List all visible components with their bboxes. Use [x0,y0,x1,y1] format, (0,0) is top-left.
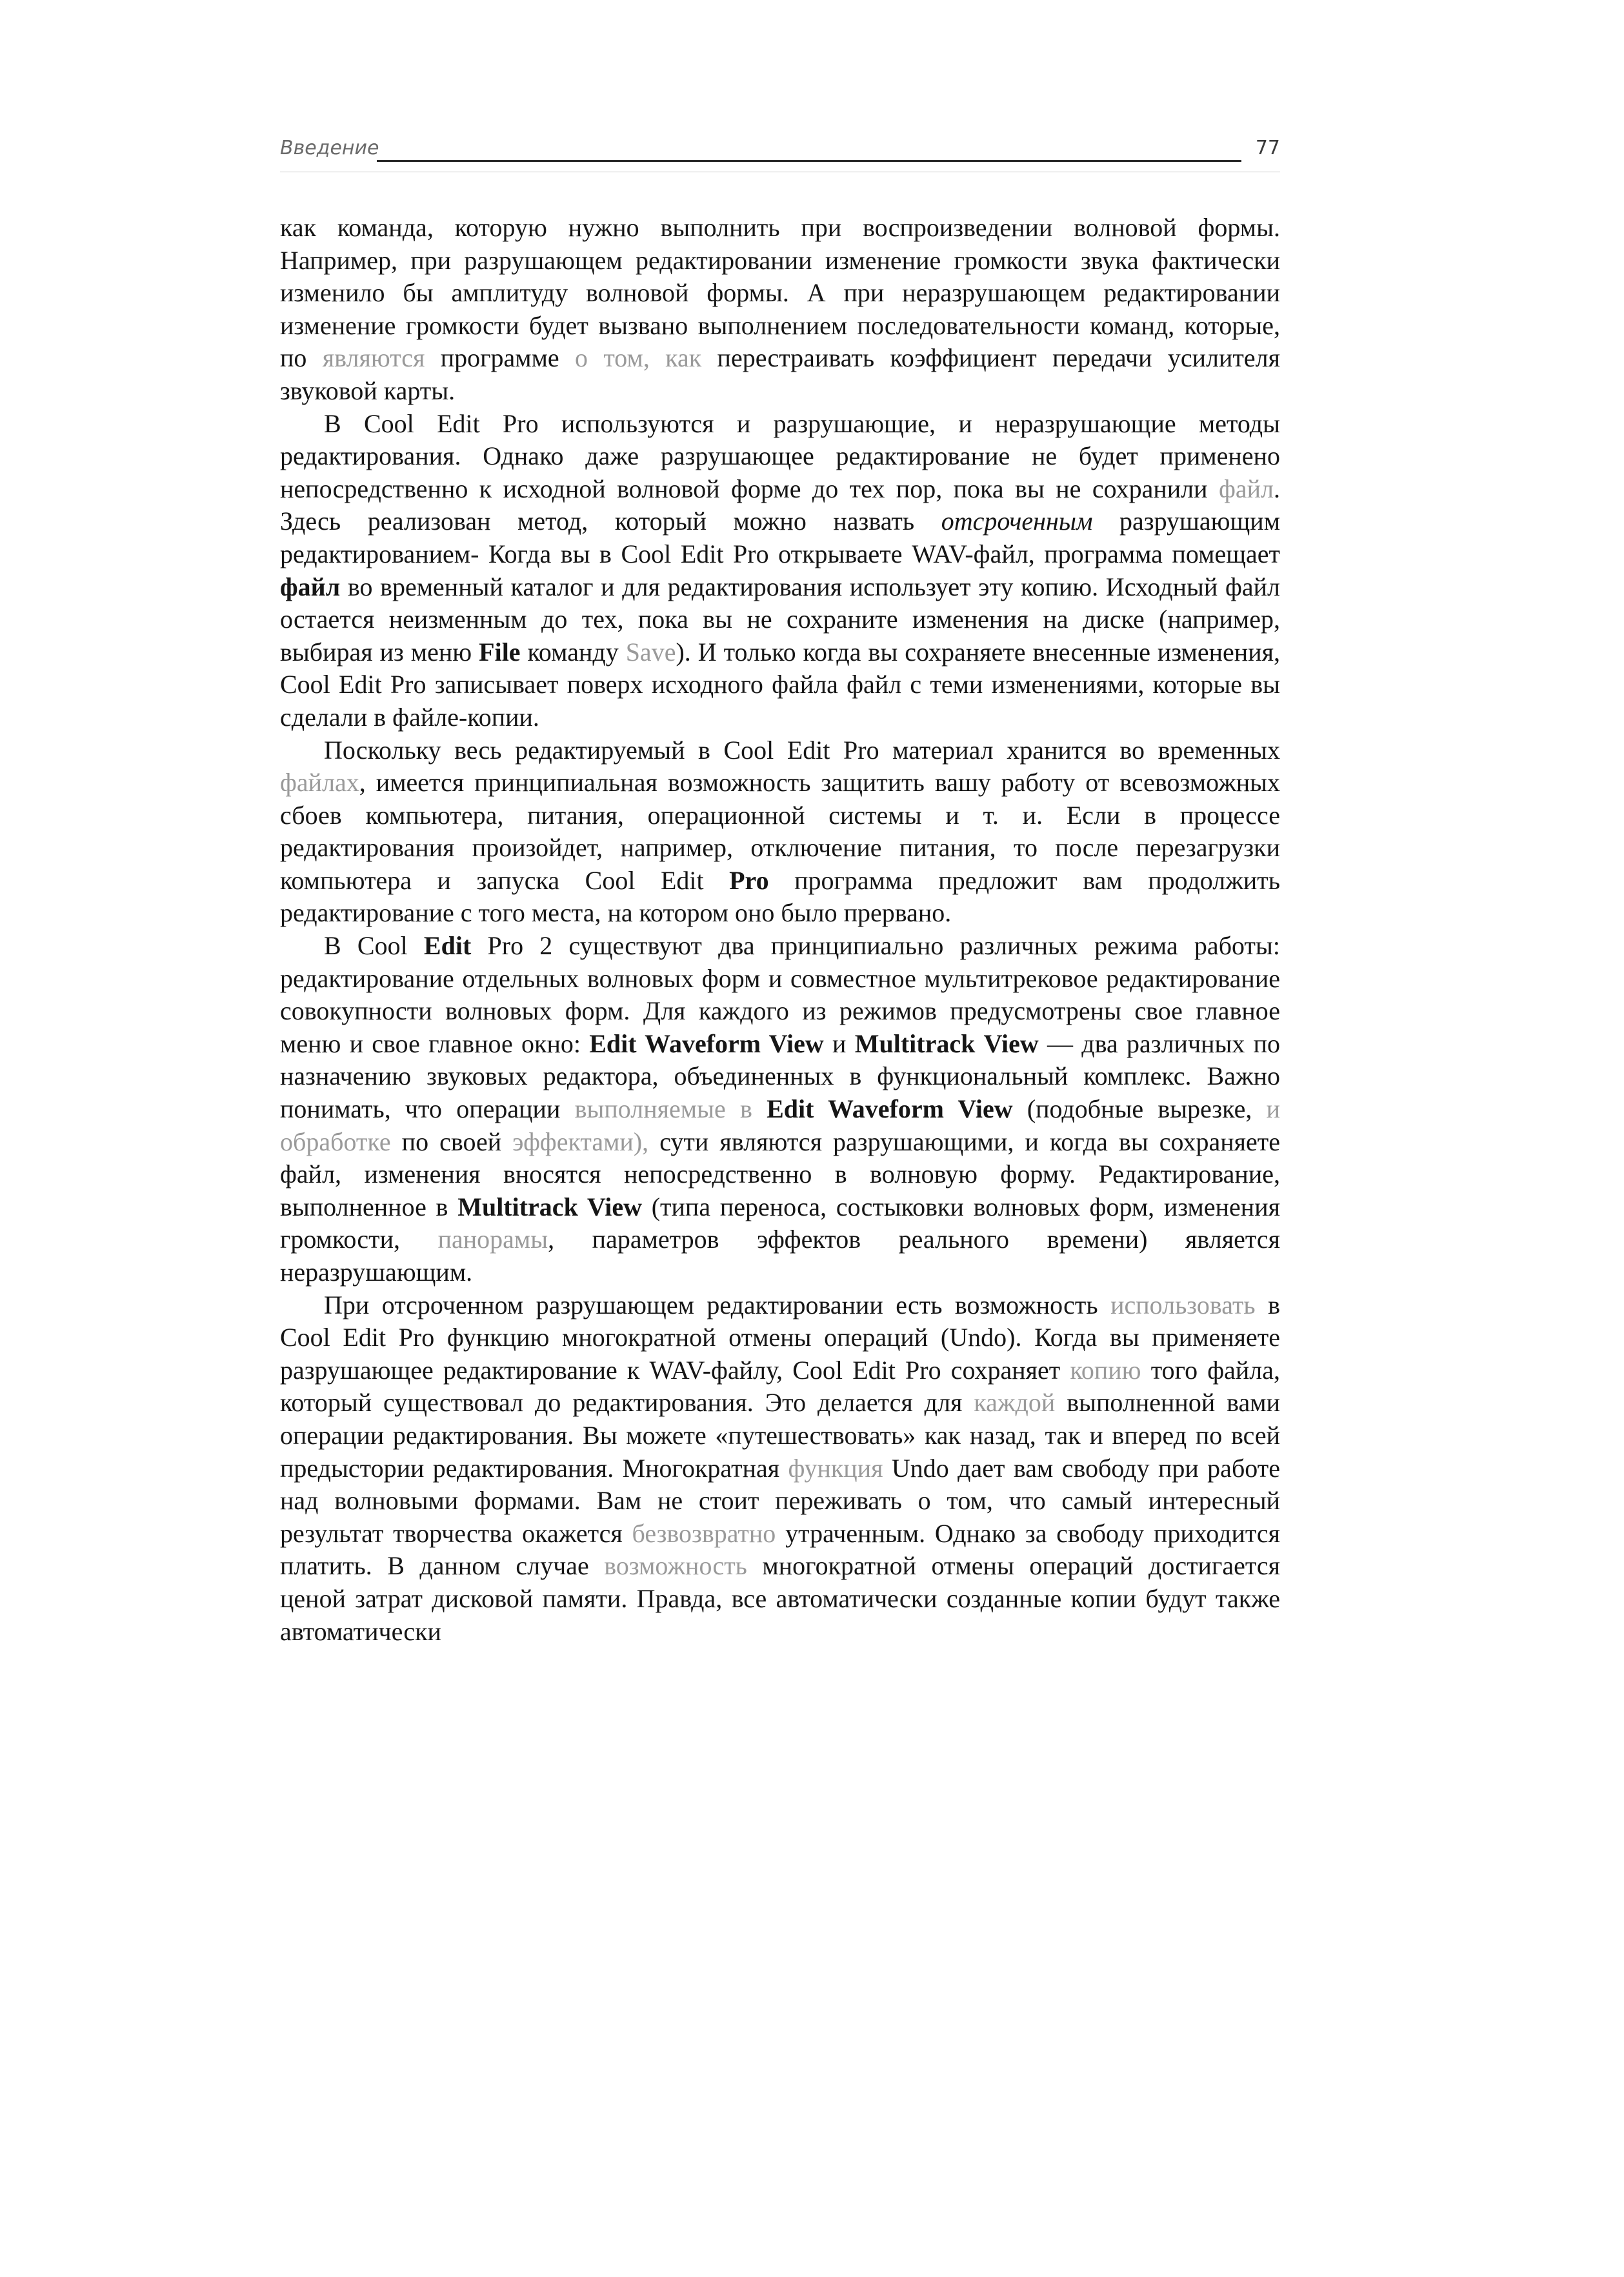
text-run: файлах [280,768,359,797]
text-run: файл [1218,474,1274,503]
paragraph [280,212,1280,408]
paragraph [280,734,1280,930]
text-run: Multitrack [854,1028,976,1058]
text-run: Pro [729,865,769,895]
text-run: — два различных по назначению звуковых редактора, объединенных в функциональный комплекс. Важно понимать, что операции [280,1028,1281,1124]
text-run: функция [788,1453,883,1483]
text-run: В Cool Edit Pro используются и разрушающие, и неразрушающие методы редактирования. Однако даже разрушающее редактирование не будет применено непосредственно к исходной волновой форме до тех пор, пока вы не сохранили [280,408,1280,503]
text-run: по своей [390,1127,513,1156]
text-run: эффектами), [512,1127,649,1156]
text-run: View [983,1028,1039,1058]
chapter-title: Введение [280,137,379,159]
text-run: разрушающим редактированием- Когда вы в Cool Edit Pro открываете WAV-файл, программа помещает [280,507,1281,568]
text-run: Поскольку весь редактируемый в Cool Edit Pro материал хранится во временных [324,735,1280,765]
text-run: Undo дает вам свободу при работе над волновыми формами. Вам не стоит переживать о том, что самый интересный результат творчества окажется [280,1453,1280,1548]
text-run: и обработке [280,1094,1281,1156]
text-run: и [823,1028,855,1058]
text-run: многократной отмены операций достигается ценой затрат дисковой памяти. Правда, все автоматически созданные копии будут также автоматически [280,1551,1280,1646]
paragraph [280,1289,1280,1649]
text-run: программе [425,343,575,373]
text-run: возможность [604,1551,747,1581]
page-number: 77 [1255,137,1280,159]
text-run: . Здесь реализован метод, который можно назвать [280,474,1280,536]
paragraph [280,930,1280,1289]
text-run: файл [280,572,341,601]
text-run: отсроченным [941,507,1093,536]
text-run: , параметров эффектов реального времени) является неразрушающим. [280,1225,1281,1287]
text-run: как команда, которую нужно выполнить при воспроизведении волновой формы. Например, при разрушающем редактировании изменение громкости звука фактически изменило бы амплитуду волновой формы. А при неразрушающем редактировании изменение громкости будет вызвано выполнением последовательности команд, которые, по [280,213,1280,373]
text-run: сути являются разрушающими, и когда вы сохраняете файл, изменения вносятся непосредственно в волновую форму. Редактирование, выполненное в [280,1127,1280,1221]
text-run: являются [322,343,425,373]
running-header [280,137,1280,176]
body-text [280,212,1280,1648]
text-run: о том, как [574,343,702,373]
text-run: Edit Waveform View [767,1094,1013,1124]
text-run: во временный каталог и для редактирования использует эту копию. Исходный файл остается неизменным до тех, пока вы не сохраните изменения на диске (например, выбирая из меню [280,572,1280,667]
text-run [975,1029,983,1058]
text-run: (подобные вырезке, [1012,1094,1267,1124]
text-run: команду [520,637,626,667]
paragraph [280,408,1280,734]
text-run: программа предложит вам продолжить редактирование с того места, на котором оно было прервано. [280,865,1281,928]
text-run: безвозвратно [632,1518,776,1548]
text-run: панорамы [437,1225,548,1254]
text-run: При отсроченном разрушающем редактировании есть возможность [324,1290,1111,1319]
text-run: Edit Waveform View [589,1028,824,1058]
text-run: выполненной вами операции редактирования. Вы можете «путешествовать» как назад, так и вперед по всей предыстории редактирования. Многократная [280,1388,1281,1483]
text-run: использовать [1110,1290,1256,1319]
text-run: File [479,637,521,667]
text-run: выполняемые в [574,1094,752,1124]
text-run: того файла, который существовал до редактирования. Это делается для [280,1355,1281,1418]
text-run: утраченным. Однако за свободу приходится платить. В данном случае [280,1518,1280,1581]
text-run: каждой [974,1388,1056,1418]
text-run: Edit [423,931,472,961]
text-run: Pro 2 существуют два принципиально различных режима работы: редактирование отдельных волновых форм и совместное мультитрековое редактирование совокупности волновых форм. Для каждого из режимов предусмотрены свое главное меню и свое главное окно: [280,931,1280,1058]
text-run: Multitrack View [457,1192,642,1221]
text-run: , имеется принципиальная возможность защитить вашу работу от всевозможных сбоев компьютера, питания, операционной системы и т. и. Если в процессе редактирования произойдет, например, отключение питания, то после перезагрузки компьютера и запуска Cool Edit [280,768,1280,895]
header-rule [377,160,1241,162]
text-run: Save [625,637,676,667]
text-run: (типа переноса, состыковки волновых форм, изменения громкости, [280,1192,1280,1254]
text-run: В Cool [324,931,424,961]
text-run: ). И только когда вы сохраняете внесенные изменения, Cool Edit Pro записывает поверх исходного файла файл с теми изменениями, которые вы сделали в файле-копии. [280,637,1280,732]
text-run: в Cool Edit Pro функцию многократной отмены операций (Undo). Когда вы применяете разрушающее редактирование к WAV-файлу, Cool Edit Pro сохраняет [280,1290,1281,1385]
text-run: копию [1070,1355,1141,1385]
text-run [752,1094,767,1123]
text-run: перестраивать коэффициент передачи усилителя звуковой карты. [280,343,1280,405]
